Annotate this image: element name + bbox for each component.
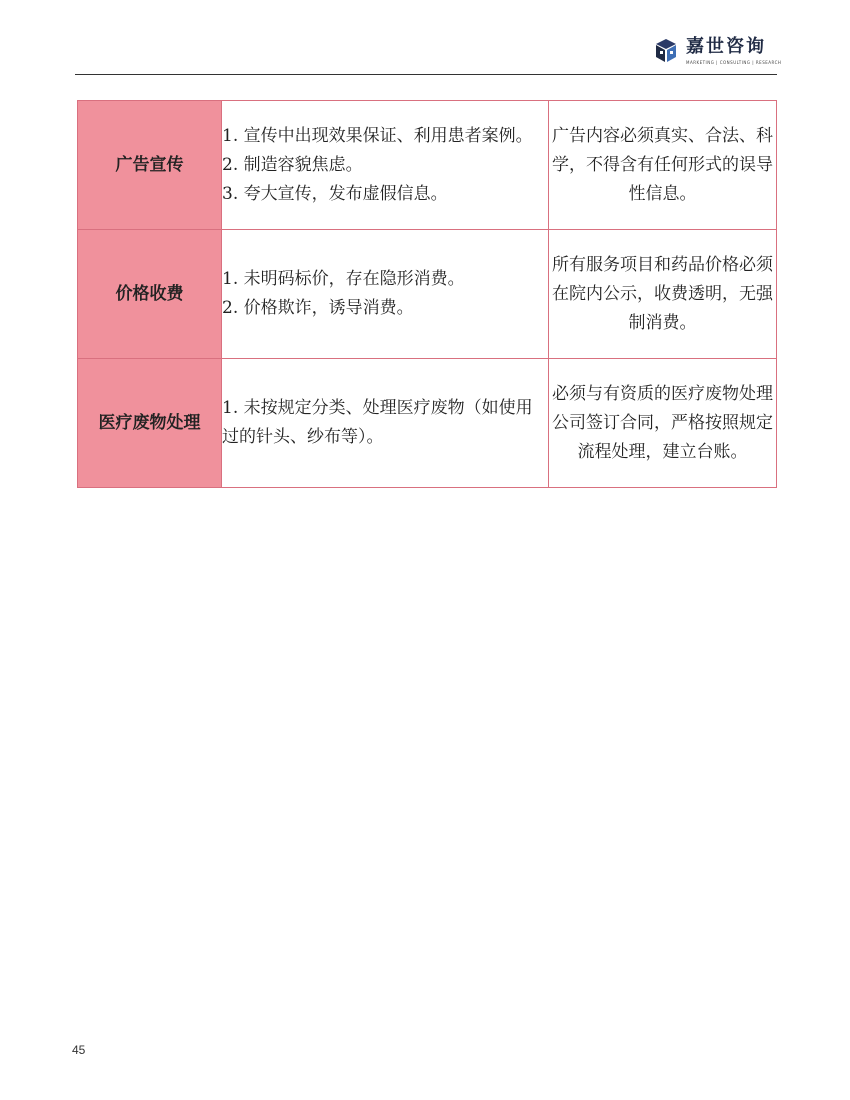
requirement-cell: 广告内容必须真实、合法、科学，不得含有任何形式的误导性信息。 <box>549 101 777 230</box>
category-cell: 医疗废物处理 <box>78 359 222 488</box>
brand-tagline: MARKETING | CONSULTING | RESEARCH <box>686 60 782 65</box>
table-row <box>78 359 777 488</box>
requirement-cell: 必须与有资质的医疗废物处理公司签订合同，严格按照规定流程处理，建立台账。 <box>549 359 777 488</box>
table-row <box>78 101 777 230</box>
issues-cell <box>222 230 549 359</box>
requirement-cell: 所有服务项目和药品价格必须在院内公示，收费透明，无强制消费。 <box>549 230 777 359</box>
header-divider <box>75 74 777 75</box>
issue-item: 3. 夸大宣传，发布虚假信息。 <box>222 183 448 204</box>
issue-item: 2. 制造容貌焦虑。 <box>222 154 363 175</box>
compliance-table <box>77 100 777 488</box>
page-number: 45 <box>72 1043 86 1057</box>
issues-cell <box>222 359 549 488</box>
issue-item: 2. 价格欺诈，诱导消费。 <box>222 298 414 318</box>
page-header <box>0 0 850 76</box>
category-cell: 广告宣传 <box>78 101 222 230</box>
issue-item: 1. 宣传中出现效果保证、利用患者案例。 <box>222 125 533 146</box>
table-row <box>78 230 777 359</box>
issue-item: 1. 未按规定分类、处理医疗废物（如使用过的针头、纱布等）。 <box>222 398 533 447</box>
issues-cell <box>222 101 549 230</box>
issue-item: 1. 未明码标价，存在隐形消费。 <box>222 269 465 289</box>
category-cell: 价格收费 <box>78 230 222 359</box>
cube-logo-icon <box>654 38 678 64</box>
brand-name: 嘉世咨询 <box>686 36 766 57</box>
